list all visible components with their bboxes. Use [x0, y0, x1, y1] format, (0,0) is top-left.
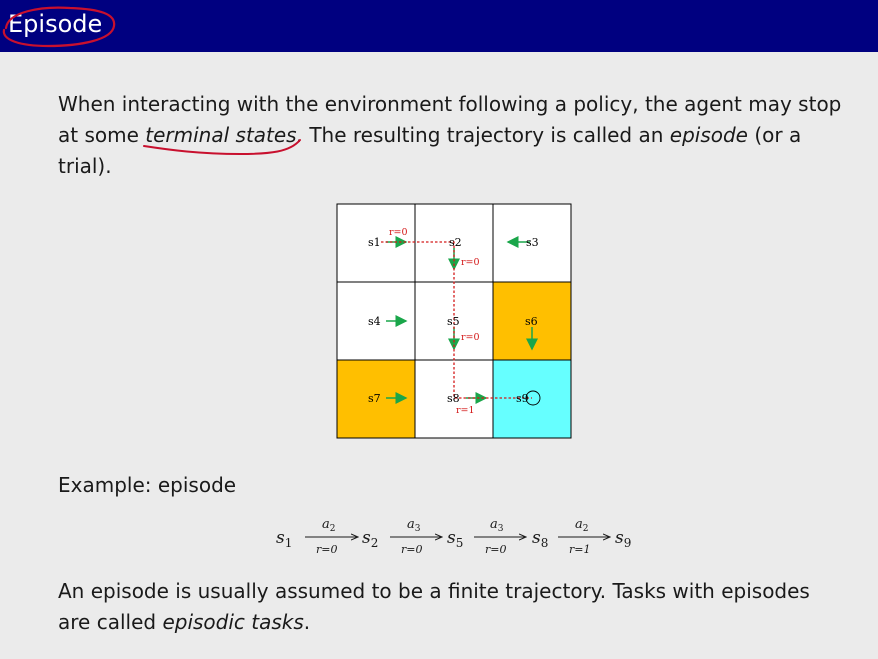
- episode-state: $s_8$: [532, 528, 549, 550]
- slide-title: Episode: [8, 10, 103, 38]
- intro-paragraph: [58, 89, 848, 182]
- terminal-states-term: terminal states.: [145, 123, 303, 147]
- reward-label: r=0: [401, 543, 423, 556]
- reward-label: r=1: [569, 543, 591, 556]
- episode-state: $s_1$: [276, 528, 293, 550]
- action-label: $a_2$: [322, 517, 336, 534]
- title-bar: [0, 0, 878, 52]
- intro-text-2: The resulting trajectory is called an: [302, 123, 670, 147]
- reward-label: r=0: [461, 257, 480, 268]
- action-label: $a_2$: [575, 517, 589, 534]
- example-label: Example: episode: [58, 473, 237, 497]
- conclusion-text-2: .: [303, 610, 311, 634]
- reward-label: r=0: [316, 543, 338, 556]
- intro-text-3: (or a trial).: [58, 123, 802, 178]
- reward-label: r=0: [461, 332, 480, 343]
- action-label: $a_3$: [407, 517, 421, 534]
- conclusion-paragraph: [58, 576, 848, 638]
- state-label-s2: s2: [449, 236, 462, 249]
- reward-label: r=0: [389, 227, 408, 238]
- grid-world-figure: [336, 203, 572, 439]
- episode-state: $s_2$: [362, 528, 379, 550]
- episode-state: $s_5$: [447, 528, 464, 550]
- state-label-s5: s5: [447, 315, 460, 328]
- episode-state: $s_9$: [615, 528, 632, 550]
- action-label: $a_3$: [490, 517, 504, 534]
- conclusion-text-1: An episode is usually assumed to be a finite trajectory. Tasks with episodes are called: [58, 579, 810, 634]
- underline-annotation: [140, 138, 310, 162]
- state-label-s1: s1: [368, 236, 381, 249]
- state-label-s3: s3: [526, 236, 539, 249]
- state-label-s6: s6: [525, 315, 538, 328]
- intro-text-1: When interacting with the environment following a policy, the agent may stop at some: [58, 92, 842, 147]
- episode-term: episode: [669, 123, 748, 147]
- reward-label: r=0: [485, 543, 507, 556]
- title-annotation-circle: [0, 0, 130, 52]
- state-label-s8: s8: [447, 392, 460, 405]
- state-label-s7: s7: [368, 392, 381, 405]
- cell-s9-target: [493, 360, 571, 438]
- reward-label: r=1: [456, 405, 475, 416]
- episodic-tasks-term: episodic tasks: [162, 610, 304, 634]
- state-label-s9: s9: [516, 392, 529, 405]
- state-label-s4: s4: [368, 315, 381, 328]
- episode-equation: [270, 512, 640, 562]
